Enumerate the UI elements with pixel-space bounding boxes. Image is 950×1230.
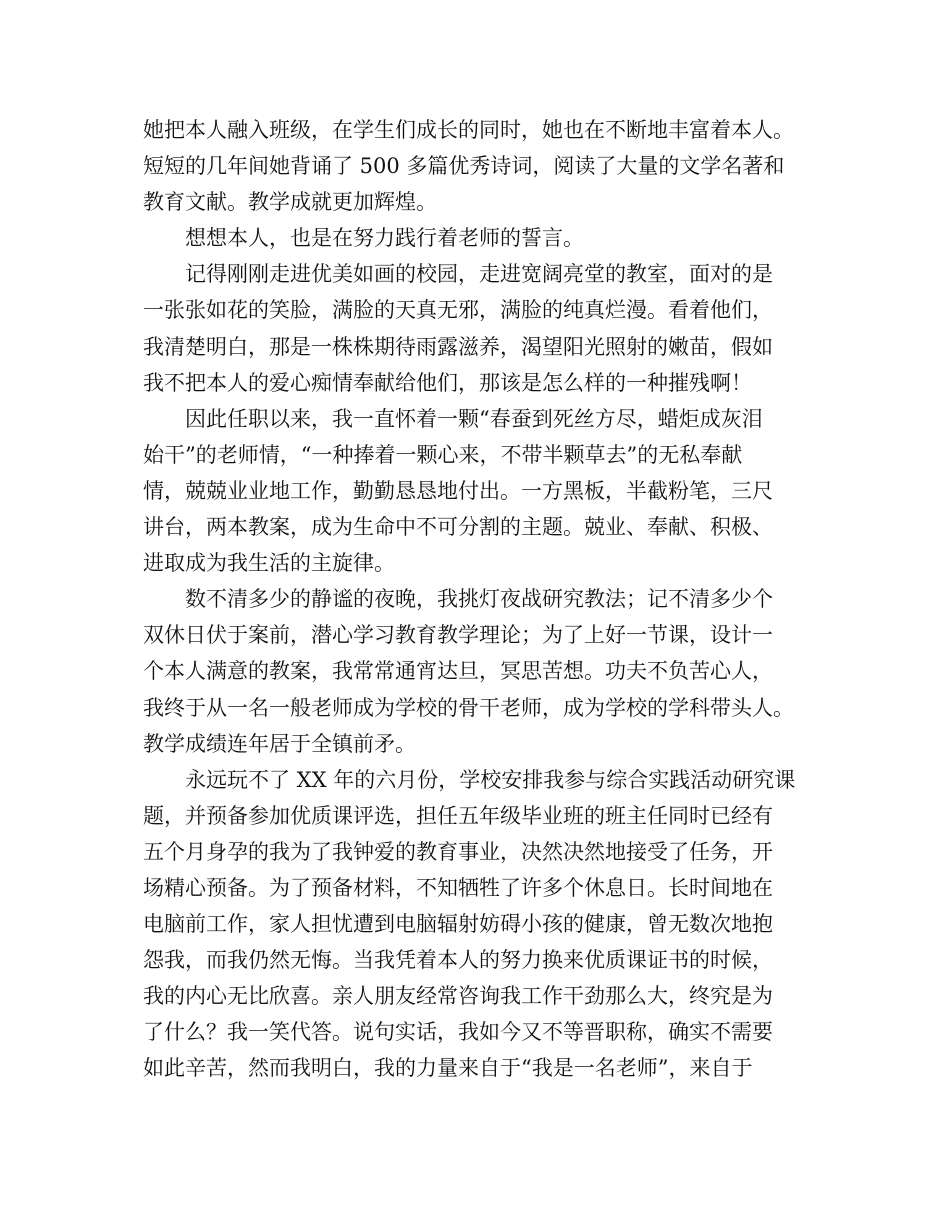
text-line: 如此辛苦，然而我明白，我的力量来自于“我是一名老师”，来自于 — [143, 1056, 753, 1081]
text-line: 进取成为我生活的主旋律。 — [143, 551, 395, 576]
text-line: 情，兢兢业业地工作，勤勤恳恳地付出。一方黑板，半截粉笔，三尺 — [143, 478, 773, 503]
text-line: 她把本人融入班级，在学生们成长的同时，她也在不断地丰富着本人。 — [143, 118, 794, 142]
text-line: 个本人满意的教案，我常常通宵达旦，冥思苦想。功夫不负苦心人， — [143, 659, 773, 684]
paragraph-first-line: 永远玩不了 XX 年的六月份，学校安排我参与综合实践活动研究课 — [185, 767, 796, 792]
body-text — [143, 112, 823, 1087]
text-line: 始干”的老师情，“一种捧着一颗心来，不带半颗草去”的无私奉献 — [143, 442, 743, 467]
text-line: 怨我，而我仍然无悔。当我凭着本人的努力换来优质课证书的时候， — [143, 948, 773, 973]
paragraph-first-line: 记得刚刚走进优美如画的校园，走进宽阔亮堂的教室，面对的是 — [185, 262, 773, 287]
text-line: 教学成绩连年居于全镇前矛。 — [143, 731, 416, 756]
text-line: 场精心预备。为了预备材料，不知牺牲了许多个休息日。长时间地在 — [143, 875, 773, 900]
text-line: 短短的几年间她背诵了 500 多篇优秀诗词，阅读了大量的文学名著和 — [143, 154, 785, 179]
text-line: 五个月身孕的我为了我钟爱的教育事业，决然决然地接受了任务，开 — [143, 839, 773, 864]
text-line: 我不把本人的爱心痴情奉献给他们，那该是怎么样的一种摧残啊！ — [143, 370, 752, 395]
text-line: 教育文献。教学成就更加辉煌。 — [143, 190, 437, 215]
text-line: 我清楚明白，那是一株株期待雨露滋养，渴望阳光照射的嫩苗，假如 — [143, 334, 773, 359]
text-line: 我的内心无比欣喜。亲人朋友经常咨询我工作干劲那么大，终究是为 — [143, 984, 773, 1009]
text-line: 讲台，两本教案，成为生命中不可分割的主题。兢业、奉献、积极、 — [143, 515, 773, 540]
text-line: 一张张如花的笑脸，满脸的天真无邪，满脸的纯真烂漫。看着他们， — [143, 298, 773, 323]
text-line: 我终于从一名一般老师成为学校的骨干老师，成为学校的学科带头人。 — [143, 695, 794, 720]
text-line: 了什么？我一笑代答。说句实话，我如今又不等晋职称，确实不需要 — [143, 1020, 773, 1045]
paragraph-first-line: 数不清多少的静谧的夜晚，我挑灯夜战研究教法；记不清多少个 — [185, 587, 773, 612]
paragraph-first-line: 因此任职以来，我一直怀着一颗“春蚕到死丝方尽，蜡炬成灰泪 — [185, 406, 763, 431]
text-line: 题，并预备参加优质课评选，担任五年级毕业班的班主任同时已经有 — [143, 803, 773, 828]
text-line: 电脑前工作，家人担忧遭到电脑辐射妨碍小孩的健康，曾无数次地抱 — [143, 912, 773, 937]
text-line: 双休日伏于案前，潜心学习教育教学理论；为了上好一节课，设计一 — [143, 623, 773, 648]
paragraph-first-line: 想想本人，也是在努力践行着老师的誓言。 — [185, 226, 584, 251]
